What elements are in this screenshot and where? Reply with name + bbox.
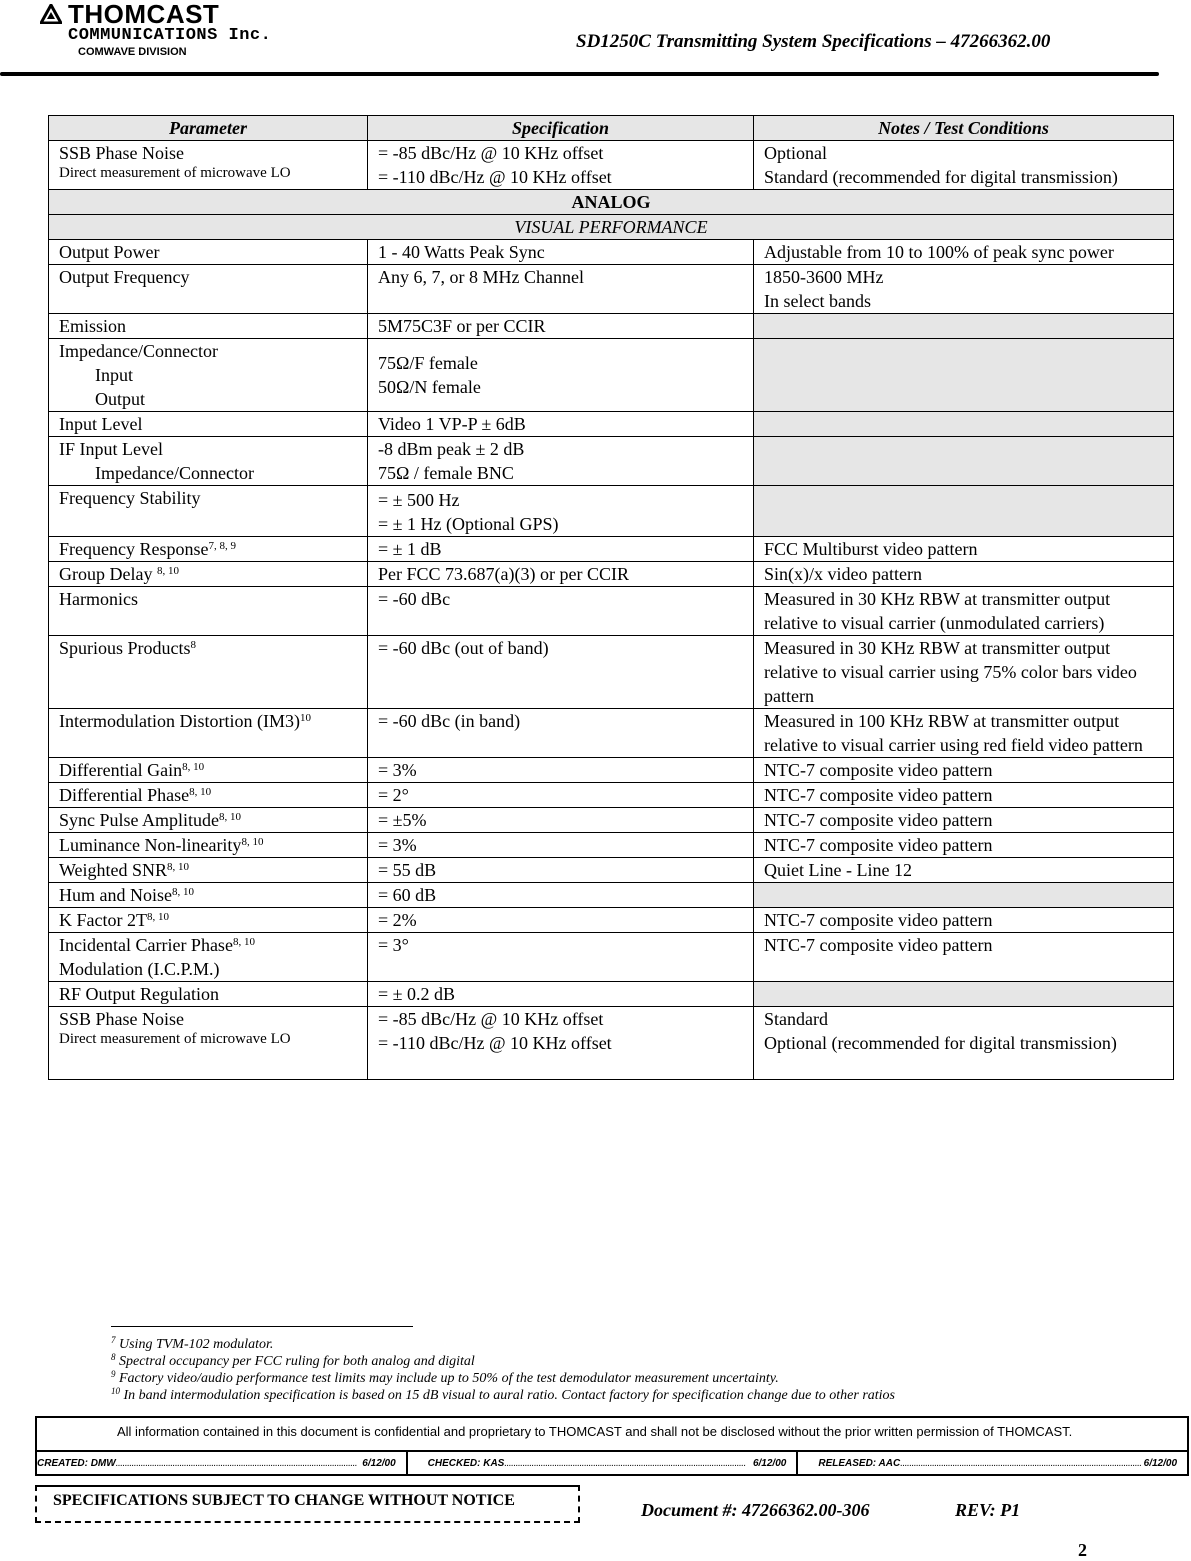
spec-cell: = ±5% bbox=[368, 808, 754, 833]
notes-cell: Sin(x)/x video pattern bbox=[754, 562, 1174, 587]
table-row bbox=[49, 240, 1174, 265]
notes-cell: NTC-7 composite video pattern bbox=[754, 758, 1174, 783]
checked-field: CHECKED: KAS .......................................................................................................... 6/12/00 bbox=[406, 1452, 797, 1474]
spec-cell: -8 dBm peak ± 2 dB 75Ω / female BNC bbox=[368, 437, 754, 486]
param-cell: Input Level bbox=[49, 412, 368, 437]
notes-cell-empty bbox=[754, 982, 1174, 1007]
spec-cell: = -60 dBc (in band) bbox=[368, 709, 754, 758]
param-cell: Spurious Products$^8$ bbox=[49, 636, 368, 709]
table-row bbox=[49, 314, 1174, 339]
notes-cell: Measured in 100 KHz RBW at transmitter output relative to visual carrier using red field video pattern bbox=[754, 709, 1174, 758]
revision: REV: P1 bbox=[955, 1500, 1021, 1520]
spec-cell: = -85 dBc/Hz @ 10 KHz offset = -110 dBc/Hz @ 10 KHz offset bbox=[368, 1007, 754, 1080]
param-cell: Harmonics bbox=[49, 587, 368, 636]
page-header bbox=[0, 0, 1191, 80]
spec-cell: Video 1 VP-P ± 6dB bbox=[368, 412, 754, 437]
spec-cell: = 3% bbox=[368, 758, 754, 783]
param-cell: Frequency Stability bbox=[49, 486, 368, 537]
notes-cell: NTC-7 composite video pattern bbox=[754, 783, 1174, 808]
table-row bbox=[49, 486, 1174, 537]
param-cell: RF Output Regulation bbox=[49, 982, 368, 1007]
table-row bbox=[49, 537, 1174, 562]
param-cell: SSB Phase Noise Direct measurement of microwave LO bbox=[49, 141, 368, 190]
table-header-row bbox=[49, 116, 1174, 141]
table-row bbox=[49, 339, 1174, 412]
spec-cell: = 3% bbox=[368, 833, 754, 858]
spec-cell: = 2% bbox=[368, 908, 754, 933]
spec-cell: = -60 dBc (out of band) bbox=[368, 636, 754, 709]
document-number: Document #: 47266362.00-306 bbox=[641, 1500, 870, 1520]
notes-cell: NTC-7 composite video pattern bbox=[754, 808, 1174, 833]
param-cell: Incidental Carrier Phase$^{8, 10}$ Modulation (I.C.P.M.) bbox=[49, 933, 368, 982]
specification-table bbox=[48, 115, 1174, 1080]
spec-cell: = -60 dBc bbox=[368, 587, 754, 636]
notes-cell: NTC-7 composite video pattern bbox=[754, 908, 1174, 933]
table-row bbox=[49, 709, 1174, 758]
notes-cell-empty bbox=[754, 883, 1174, 908]
table-row bbox=[49, 982, 1174, 1007]
spec-cell: Per FCC 73.687(a)(3) or per CCIR bbox=[368, 562, 754, 587]
param-cell: Sync Pulse Amplitude$^{8, 10}$ bbox=[49, 808, 368, 833]
section-row-analog: ANALOG bbox=[49, 190, 1174, 215]
param-cell: Intermodulation Distortion $(IM3)^{10}$ bbox=[49, 709, 368, 758]
thomcast-logo-icon bbox=[40, 4, 62, 24]
spec-cell: Any 6, 7, or 8 MHz Channel bbox=[368, 265, 754, 314]
footnote: $^{10}$ In band intermodulation specification is based on 15 dB visual to aural ratio. Contact factory for specification change due to other ratios bbox=[111, 1386, 895, 1403]
header-rule bbox=[0, 72, 1159, 76]
spec-cell: = 3° bbox=[368, 933, 754, 982]
table-row bbox=[49, 265, 1174, 314]
param-cell: Frequency Response$^{7, 8, 9}$ bbox=[49, 537, 368, 562]
footnote-rule bbox=[111, 1326, 413, 1327]
table-row bbox=[49, 141, 1174, 190]
table-row bbox=[49, 858, 1174, 883]
notes-cell-empty bbox=[754, 314, 1174, 339]
param-cell: Output Frequency bbox=[49, 265, 368, 314]
table-row bbox=[49, 758, 1174, 783]
table-row bbox=[49, 883, 1174, 908]
footnote: $^9$ Factory video/audio performance test limits may include up to 50% of the test demodulator measurement uncertainty. bbox=[111, 1369, 779, 1386]
notes-cell: Standard Optional (recommended for digital transmission) bbox=[754, 1007, 1174, 1080]
param-cell: Differential Phase$^{8, 10}$ bbox=[49, 783, 368, 808]
param-cell: Differential Gain$^{8, 10}$ bbox=[49, 758, 368, 783]
spec-cell: 1 - 40 Watts Peak Sync bbox=[368, 240, 754, 265]
table-row bbox=[49, 908, 1174, 933]
notes-cell-empty bbox=[754, 339, 1174, 412]
table-row bbox=[49, 587, 1174, 636]
section-row-visual: VISUAL PERFORMANCE bbox=[49, 215, 1174, 240]
notes-cell-empty bbox=[754, 412, 1174, 437]
spec-cell: = 2° bbox=[368, 783, 754, 808]
param-cell: Weighted SNR$^{8, 10}$ bbox=[49, 858, 368, 883]
param-cell: Output Power bbox=[49, 240, 368, 265]
param-cell: Impedance/Connector Input Output bbox=[49, 339, 368, 412]
spec-cell: 75Ω/F female 50Ω/N female bbox=[368, 339, 754, 412]
param-cell: SSB Phase Noise Direct measurement of microwave LO bbox=[49, 1007, 368, 1080]
spec-cell: = ± 1 dB bbox=[368, 537, 754, 562]
page-number: 2 bbox=[1078, 1540, 1087, 1560]
table-row bbox=[49, 1007, 1174, 1080]
param-cell: K Factor $2T^{8, 10}$ bbox=[49, 908, 368, 933]
table-row bbox=[49, 933, 1174, 982]
company-subname: COMMUNICATIONS Inc. bbox=[68, 26, 272, 45]
spec-cell: = 60 dB bbox=[368, 883, 754, 908]
param-cell: IF Input Level Impedance/Connector bbox=[49, 437, 368, 486]
notes-cell: Measured in 30 KHz RBW at transmitter output relative to visual carrier using 75% color bars video pattern bbox=[754, 636, 1174, 709]
column-header-specification: Specification bbox=[368, 116, 754, 141]
created-field: CREATED: DMW .......................................................................................................... 6/12/00 bbox=[37, 1458, 396, 1469]
param-cell: Emission bbox=[49, 314, 368, 339]
table-row bbox=[49, 562, 1174, 587]
notes-cell: FCC Multiburst video pattern bbox=[754, 537, 1174, 562]
param-cell: Hum and Noise$^{8, 10}$ bbox=[49, 883, 368, 908]
spec-cell: = ± 500 Hz = ± 1 Hz (Optional GPS) bbox=[368, 486, 754, 537]
signature-row bbox=[35, 1452, 1189, 1476]
released-field: RELEASED: AAC .......................................................................................................... 6/12/00 bbox=[796, 1452, 1187, 1474]
spec-cell: = 55 dB bbox=[368, 858, 754, 883]
company-logo bbox=[40, 2, 271, 58]
table-row bbox=[49, 808, 1174, 833]
notes-cell: 1850-3600 MHz In select bands bbox=[754, 265, 1174, 314]
notes-cell-empty bbox=[754, 437, 1174, 486]
table-row bbox=[49, 437, 1174, 486]
footnote: $^8$ Spectral occupancy per FCC ruling for both analog and digital bbox=[111, 1352, 475, 1369]
table-row bbox=[49, 833, 1174, 858]
notes-cell: Quiet Line - Line 12 bbox=[754, 858, 1174, 883]
param-cell: Luminance Non-linearity$^{8, 10}$ bbox=[49, 833, 368, 858]
column-header-parameter: Parameter bbox=[49, 116, 368, 141]
notes-cell-empty bbox=[754, 486, 1174, 537]
spec-cell: = -85 dBc/Hz @ 10 KHz offset = -110 dBc/Hz @ 10 KHz offset bbox=[368, 141, 754, 190]
notes-cell: NTC-7 composite video pattern bbox=[754, 833, 1174, 858]
table-row bbox=[49, 412, 1174, 437]
param-cell: Group Delay $^{8, 10}$ bbox=[49, 562, 368, 587]
notes-cell: Measured in 30 KHz RBW at transmitter output relative to visual carrier (unmodulated carriers) bbox=[754, 587, 1174, 636]
notes-cell: NTC-7 composite video pattern bbox=[754, 933, 1174, 982]
notes-cell: Adjustable from 10 to 100% of peak sync power bbox=[754, 240, 1174, 265]
spec-cell: 5M75C3F or per CCIR bbox=[368, 314, 754, 339]
notes-cell: Optional Standard (recommended for digital transmission) bbox=[754, 141, 1174, 190]
confidentiality-notice: All information contained in this document is confidential and proprietary to THOMCAST and shall not be disclosed without the prior written permission of THOMCAST. bbox=[35, 1416, 1189, 1452]
column-header-notes: Notes / Test Conditions bbox=[754, 116, 1174, 141]
document-title: SD1250C Transmitting System Specifications – 47266362.00 bbox=[576, 31, 1051, 52]
footnote: $^7$ Using TVM-102 modulator. bbox=[111, 1335, 274, 1352]
spec-cell: = ± 0.2 dB bbox=[368, 982, 754, 1007]
change-notice: SPECIFICATIONS SUBJECT TO CHANGE WITHOUT NOTICE bbox=[35, 1485, 580, 1523]
company-division: COMWAVE DIVISION bbox=[78, 46, 187, 58]
company-name: THOMCAST bbox=[68, 0, 220, 29]
footnotes bbox=[111, 1336, 895, 1404]
table-row bbox=[49, 636, 1174, 709]
table-row bbox=[49, 783, 1174, 808]
